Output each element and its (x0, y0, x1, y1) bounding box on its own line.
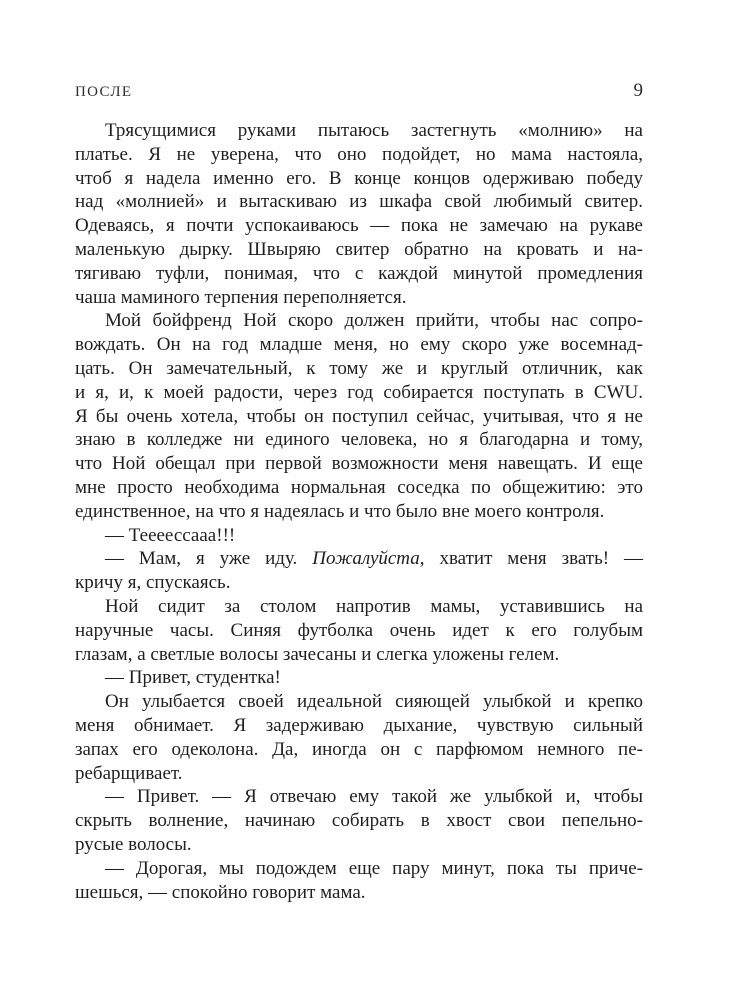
text-line (75, 762, 643, 786)
text-segment: платье. Я не уверена, что оно подойдет, но мама настояла, (75, 143, 643, 165)
text-segment: — Теееессааа!!! (105, 524, 236, 546)
text-segment: кричу я, спускаясь. (75, 572, 231, 594)
text-segment: наручные часы. Синяя футболка очень идет к его голубым (75, 619, 643, 641)
text-segment: знаю в колледже ни единого человека, но я благодарна и тому, (75, 429, 643, 451)
running-title: ПОСЛЕ (75, 84, 133, 100)
text-line (75, 262, 643, 286)
text-line (75, 595, 643, 619)
text-line (75, 738, 643, 762)
text-line (75, 167, 643, 191)
text-segment: мне просто необходима нормальная соседка по общежитию: это (75, 476, 643, 498)
text-segment: ребарщивает. (75, 762, 183, 784)
text-line (75, 357, 643, 381)
text-line (75, 857, 643, 881)
text-segment: цать. Он замечательный, к тому же и круглый отличник, как (75, 357, 643, 379)
paragraph (75, 690, 643, 785)
text-segment: вождать. Он на год младше меня, но ему скоро уже восемнад- (75, 334, 643, 356)
text-segment: единственное, на что я надеялась и что было вне моего контроля. (75, 500, 605, 522)
text-segment: — Привет, студентка! (105, 667, 281, 689)
paragraph (75, 595, 643, 666)
text-segment: — Привет. — Я отвечаю ему такой же улыбкой и, чтобы (105, 786, 643, 808)
text-line (75, 643, 643, 667)
text-segment: Ной сидит за столом напротив мамы, уставившись на (105, 595, 643, 617)
text-line (75, 214, 643, 238)
text-segment: Я бы очень хотела, чтобы он поступил сейчас, учитывая, что я не (75, 405, 643, 427)
text-line (75, 524, 643, 548)
text-line (75, 333, 643, 357)
text-line (75, 666, 643, 690)
text-line (75, 833, 643, 857)
text-segment: и я, и, к моей радости, через год собирается поступать в CWU. (75, 381, 643, 403)
paragraph (75, 119, 643, 309)
page-number: 9 (633, 80, 643, 101)
text-segment: Мой бойфренд Ной скоро должен прийти, чтобы нас сопро- (105, 310, 643, 332)
paragraph (75, 857, 643, 905)
text-line (75, 309, 643, 333)
text-line (75, 476, 643, 500)
paragraph (75, 785, 643, 856)
text-line (75, 405, 643, 429)
text-line (75, 381, 643, 405)
text-segment: Трясущимися руками пытаюсь застегнуть «молнию» на (105, 120, 643, 141)
paragraph (75, 666, 643, 690)
text-line (75, 690, 643, 714)
text-segment: меня обнимает. Я задерживаю дыхание, чувствую сильный (75, 714, 643, 736)
paragraph (75, 547, 643, 595)
text-line (75, 714, 643, 738)
text-line (75, 190, 643, 214)
text-segment: над «молнией» и вытаскиваю из шкафа свой любимый свитер. (75, 191, 643, 213)
text-line (75, 619, 643, 643)
text-line (75, 500, 643, 524)
text-line (75, 881, 643, 905)
text-segment: Одеваясь, я почти успокаиваюсь — пока не замечаю на рукаве (75, 215, 643, 237)
text-segment: чаша маминого терпения переполняется. (75, 286, 407, 308)
text-segment: хватит меня звать! — (424, 548, 643, 570)
text-segment: что Ной обещал при первой возможности меня навещать. И еще (75, 453, 643, 475)
text-line (75, 238, 643, 262)
text-segment: чтоб я надела именно его. В конце концов одерживаю победу (75, 167, 643, 189)
text-segment: — Дорогая, мы подождем еще пару минут, пока ты приче- (105, 857, 643, 879)
text-segment: шешься, — спокойно говорит мама. (75, 881, 366, 903)
text-line (75, 809, 643, 833)
text-line (75, 571, 643, 595)
text-segment: тягиваю туфли, понимая, что с каждой минутой промедления (75, 262, 643, 284)
italic-text: Пожалуйста, (312, 548, 425, 570)
page-header (75, 80, 643, 102)
body-text (75, 119, 643, 904)
text-line (75, 143, 643, 167)
text-segment: запах его одеколона. Да, иногда он с парфюмом немного пе- (75, 738, 643, 760)
text-segment: маленькую дырку. Швыряю свитер обратно на кровать и на- (75, 238, 643, 260)
text-segment: Он улыбается своей идеальной сияющей улыбкой и крепко (105, 691, 643, 713)
text-line (75, 785, 643, 809)
text-line (75, 119, 643, 143)
text-line (75, 286, 643, 310)
paragraph (75, 309, 643, 523)
text-line (75, 452, 643, 476)
text-segment: скрыть волнение, начинаю собирать в хвост свои пепельно- (75, 810, 643, 832)
text-line (75, 547, 643, 571)
text-line (75, 428, 643, 452)
text-segment: русые волосы. (75, 833, 192, 855)
paragraph (75, 524, 643, 548)
text-segment: глазам, а светлые волосы зачесаны и слегка уложены гелем. (75, 643, 560, 665)
text-segment: — Мам, я уже иду. (105, 548, 313, 570)
